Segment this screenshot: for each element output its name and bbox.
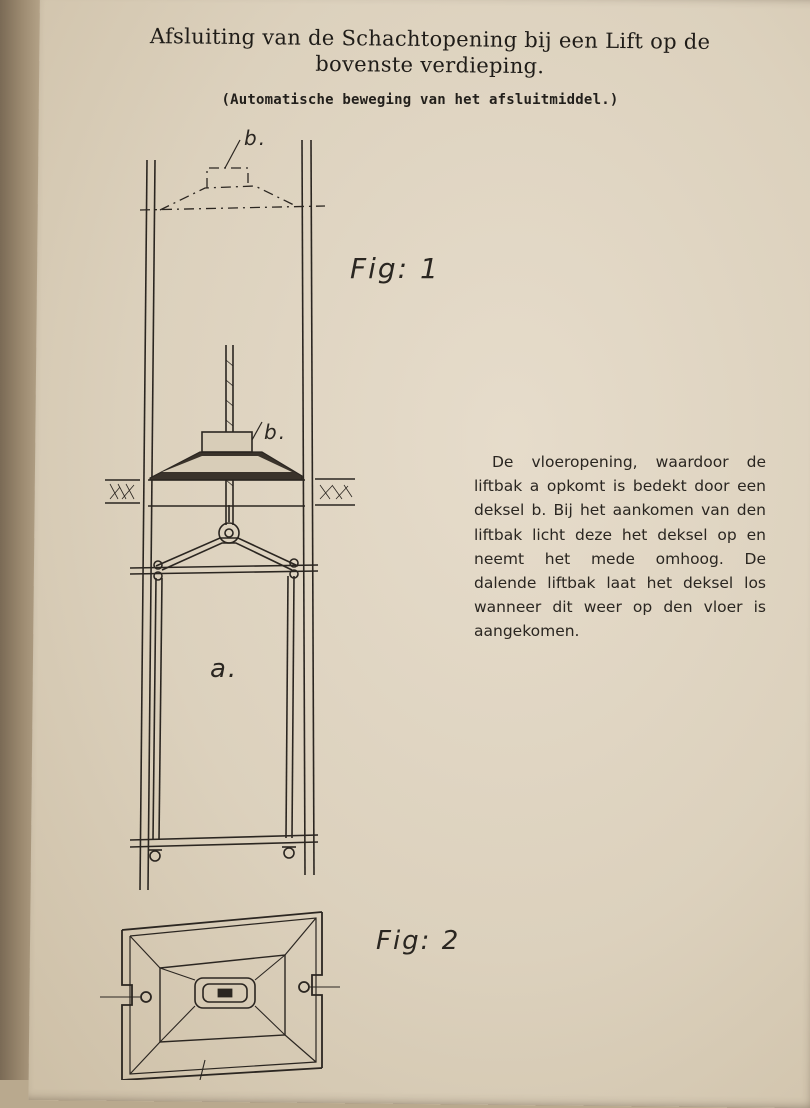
suspension-ring-and-yoke [130,505,318,580]
fig1-label: Fig: 1 [350,252,440,285]
label-a-car: a. [210,654,239,684]
label-b-lid: b. [264,420,288,444]
page-subtitle: (Automatische beweging van het afsluitmiddel.) [221,92,619,108]
lift-car-a [130,576,318,861]
title-line-2: bovenste verdieping. [315,51,545,79]
description-text [474,450,766,644]
fig2-label: Fig: 2 [376,926,461,956]
description-paragraph: De vloeropening, waardoor de liftbak a opkomt is bedekt door een deksel b. Bij het aankomen van den liftbak licht deze het deksel op en neemt het mede omhoog. De dalende liftbak laat het deksel los wanneer dit weer op den vloer is aangekomen. [474,453,766,641]
guide-rail-left [140,160,155,890]
guide-rail-right [302,140,314,875]
fig2-plan-view-lid [100,912,340,1080]
lid-raised-position-dashed [140,168,325,210]
title-line-1: Afsluiting van de Schachtopening bij een Lift op de [149,24,711,54]
label-b-top: b. [244,126,268,150]
